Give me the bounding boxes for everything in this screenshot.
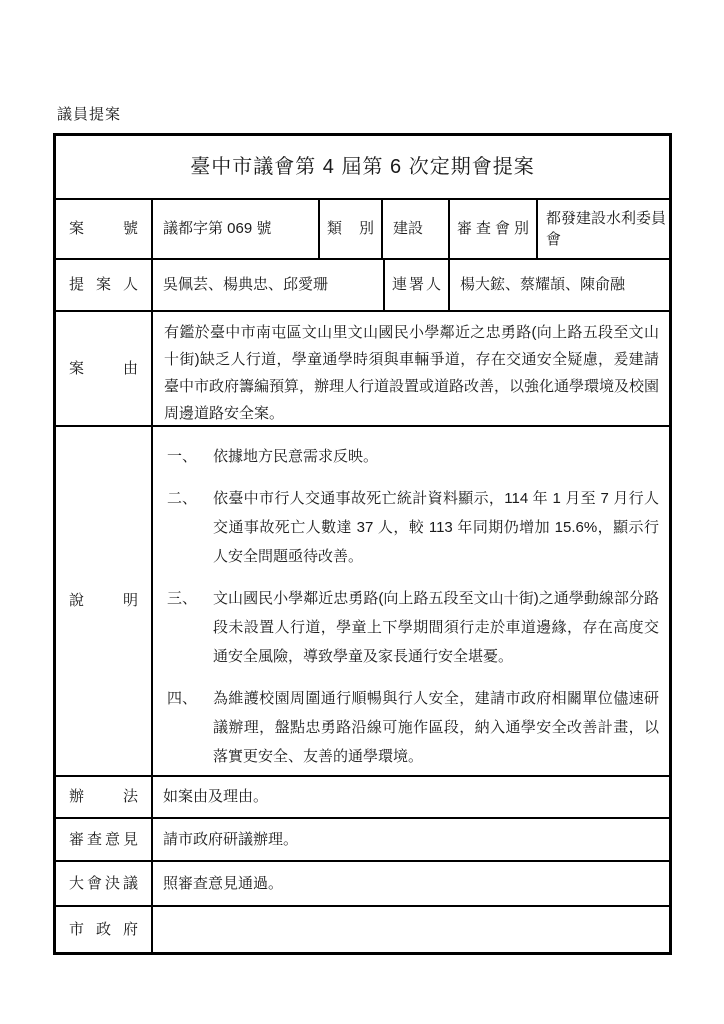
resolution-value: 照審查意見通過。 xyxy=(151,862,669,905)
cosigner-value: 楊大鋐、蔡耀頡、陳俞融 xyxy=(448,260,669,310)
item-text: 為維護校園周圍通行順暢與行人安全，建請市政府相關單位儘速研議辦理，盤點忠勇路沿線可施作區段，納入通學安全改善計畫，以落實更安全、友善的通學環境。 xyxy=(213,690,659,765)
explanation-row xyxy=(56,425,669,775)
explanation-item-2 xyxy=(167,484,659,571)
proposal-table xyxy=(53,133,672,955)
item-number: 一、 xyxy=(167,448,198,465)
resolution-row xyxy=(56,860,669,905)
method-row xyxy=(56,775,669,817)
item-text: 依臺中市行人交通事故死亡統計資料顯示，114 年 1 月至 7 月行人交通事故死亡人數達 37 人，較 113 年同期仍增加 15.6%，顯示行人安全問題亟待改善。 xyxy=(213,490,659,565)
case-reason-row xyxy=(56,310,669,425)
review-opinion-label: 審查意見 xyxy=(69,830,138,848)
review-committee-value: 都發建設水利委員會 xyxy=(536,200,675,258)
table-title: 臺中市議會第 4 屆第 6 次定期會提案 xyxy=(190,156,535,178)
resolution-label: 大會決議 xyxy=(69,874,138,892)
title-row xyxy=(56,136,669,198)
review-committee-label: 審查會別 xyxy=(448,200,536,258)
item-text: 依據地方民意需求反映。 xyxy=(213,448,379,465)
item-number: 四、 xyxy=(167,690,198,707)
case-reason-value: 有鑑於臺中市南屯區文山里文山國民小學鄰近之忠勇路(向上路五段至文山十街)缺乏人行道，學童通學時須與車輛爭道，存在交通安全疑慮，爰建請臺中市政府籌編預算，辦理人行道設置或道路改善，以強化通學環境及校園周邊道路安全案。 xyxy=(151,312,669,425)
explanation-item-4 xyxy=(167,684,659,771)
case-number-label: 案號 xyxy=(69,220,138,237)
case-number-value: 議都字第 069 號 xyxy=(151,200,318,258)
category-value: 建設 xyxy=(381,200,448,258)
doc-type-label: 議員提案 xyxy=(57,106,122,123)
method-label: 辦法 xyxy=(69,788,138,805)
city-government-value xyxy=(151,907,669,952)
case-number-row xyxy=(56,198,669,258)
review-opinion-value: 請市政府研議辦理。 xyxy=(151,819,669,860)
proposer-value: 吳佩芸、楊典忠、邱愛珊 xyxy=(151,260,383,310)
cosigner-label: 連署人 xyxy=(383,260,448,310)
item-text: 文山國民小學鄰近忠勇路(向上路五段至文山十街)之通學動線部分路段未設置人行道，學童上下學期間須行走於車道邊緣，存在高度交通安全風險，導致學童及家長通行安全堪憂。 xyxy=(213,590,659,665)
explanation-value xyxy=(151,427,669,775)
method-value: 如案由及理由。 xyxy=(151,777,669,817)
city-government-label: 市政府 xyxy=(69,920,138,938)
proposer-label: 提案人 xyxy=(69,276,138,293)
review-opinion-row xyxy=(56,817,669,860)
case-reason-label: 案由 xyxy=(69,359,138,377)
explanation-item-1 xyxy=(167,442,659,471)
category-label: 類別 xyxy=(318,200,381,258)
item-number: 二、 xyxy=(167,490,198,507)
city-government-row xyxy=(56,905,669,952)
item-number: 三、 xyxy=(167,590,198,607)
explanation-item-3 xyxy=(167,584,659,671)
explanation-label: 說明 xyxy=(69,592,138,609)
proposer-row xyxy=(56,258,669,310)
